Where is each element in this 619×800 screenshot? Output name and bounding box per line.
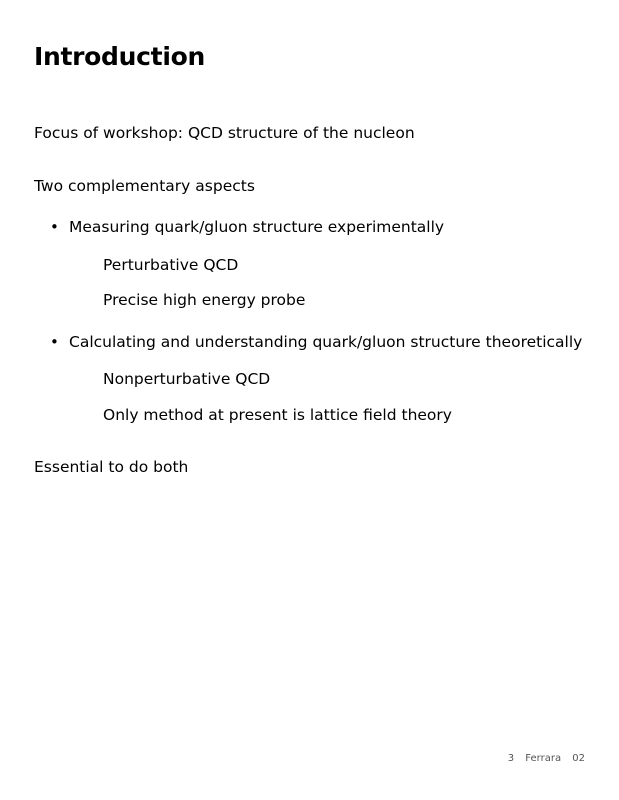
bullet-icon: • [50, 218, 59, 236]
aspects-heading: Two complementary aspects [34, 177, 255, 195]
bullet-icon: • [50, 333, 59, 351]
page-number: 3 [507, 753, 515, 764]
slide-title: Introduction [34, 42, 205, 71]
conclusion-text: Essential to do both [34, 458, 189, 476]
bullet-text: Calculating and understanding quark/gluon structure theoretically [69, 333, 583, 351]
sub-item: Only method at present is lattice field theory [103, 406, 452, 424]
slide-footer [500, 752, 585, 766]
footer-venue: Ferrara [525, 753, 562, 764]
focus-text: Focus of workshop: QCD structure of the nucleon [34, 124, 415, 142]
sub-item: Perturbative QCD [103, 256, 239, 274]
bullet-text: Measuring quark/gluon structure experimentally [69, 218, 445, 236]
footer-year: 02 [572, 753, 585, 764]
sub-item: Nonperturbative QCD [103, 370, 271, 388]
sub-item: Precise high energy probe [103, 291, 306, 309]
